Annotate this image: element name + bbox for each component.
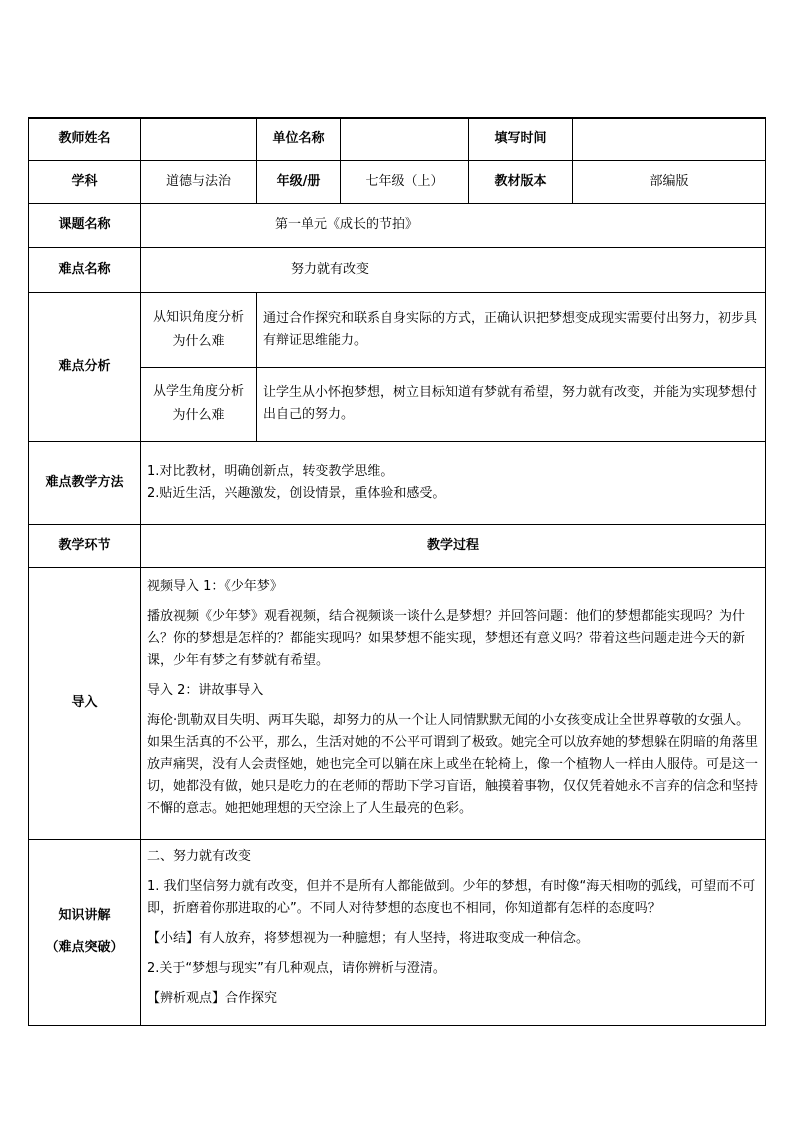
knowledge-explore: 【辨析观点】合作探究 <box>147 990 278 1006</box>
knowledge-sublabel: （难点突破） <box>45 940 124 955</box>
intro-story-text: 海伦·凯勒双目失明、两耳失聪，却努力的从一个让人同情默默无闻的小女孩变成让全世界尊敬的女强人。如果生活真的不公平，那么，生活对她的不公平可谓到了极致。她完全可以放弃她的梦想躲在阴暗的角落里放声痛哭，没有人会责怪她，她也完全可以躺在床上或坐在轮椅上，像一个植物人一样由人服侍。可是这一切，她都没有做，她只是吃力的在老师的帮助下学习盲语，触摸着事物，仅仅凭着她永不言弃的信念和坚持不懈的意志。她把她理想的天空涂上了人生最亮的色彩。 <box>147 712 759 816</box>
difficulty-text: 努力就有改变 <box>291 261 370 277</box>
knowledge-para-2: 2.关于“梦想与现实”有几种观点，请你辨析与澄清。 <box>147 960 446 976</box>
analysis-label: 难点分析 <box>29 292 141 441</box>
intro-content <box>141 567 766 839</box>
intro-video-text: 播放视频《少年梦》观看视频，结合视频谈一谈什么是梦想？并回答问题：他们的梦想都能实现吗？为什么？你的梦想是怎样的？都能实现吗？如果梦想不能实现，梦想还有意义吗？带着这些问题走进今天的新课，少年有梦之有梦就有希望。 <box>147 608 746 668</box>
topic-label: 课题名称 <box>29 203 141 247</box>
teacher-name-value <box>141 118 257 160</box>
knowledge-row <box>29 839 766 1025</box>
knowledge-para-1: 1. 我们坚信努力就有改变，但并不是所有人都能做到。少年的梦想，有时像“海天相吻的弧线，可望而不可即，折磨着你那进取的心”。不同人对待梦想的态度也不相同，你知道都有怎样的态度吗？ <box>147 878 756 916</box>
knowledge-angle-text: 通过合作探究和联系自身实际的方式，正确认识把梦想变成现实需要付出努力，初步具有辩证思维能力。 <box>257 292 766 367</box>
method-content <box>141 441 766 524</box>
knowledge-angle-label <box>141 292 257 367</box>
knowledge-angle-label-text: 从知识角度分析为什么难 <box>152 309 244 349</box>
topic-text: 第一单元《成长的节拍》 <box>275 217 419 232</box>
intro-label: 导入 <box>29 567 141 839</box>
header-row-1 <box>29 118 766 160</box>
analysis-row-knowledge <box>29 292 766 367</box>
stage-label: 教学环节 <box>29 524 141 567</box>
fill-date-label: 填写时间 <box>469 118 573 160</box>
method-line-2: 2.贴近生活，兴趣激发，创设情景，重体验和感受。 <box>147 485 446 501</box>
student-angle-text: 让学生从小怀抱梦想，树立目标知道有梦就有希望，努力就有改变，并能为实现梦想付出自己的努力。 <box>257 367 766 441</box>
unit-name-value <box>341 118 469 160</box>
lesson-plan-table <box>28 117 766 1026</box>
fill-date-value <box>573 118 766 160</box>
method-label: 难点教学方法 <box>29 441 141 524</box>
intro-story-title: 导入 2：讲故事导入 <box>147 682 264 698</box>
subject-value: 道德与法治 <box>141 160 257 203</box>
subject-label: 学科 <box>29 160 141 203</box>
knowledge-label: 知识讲解 <box>58 908 111 923</box>
topic-value <box>141 203 766 247</box>
knowledge-label-cell <box>29 839 141 1025</box>
difficulty-row <box>29 247 766 292</box>
process-header-row <box>29 524 766 567</box>
knowledge-summary: 【小结】有人放弃，将梦想视为一种臆想；有人坚持，将进取变成一种信念。 <box>147 930 590 946</box>
method-line-1: 1.对比教材，明确创新点，转变教学思维。 <box>147 463 394 479</box>
difficulty-value <box>141 247 766 292</box>
method-row <box>29 441 766 524</box>
grade-value: 七年级（上） <box>341 160 469 203</box>
unit-name-label: 单位名称 <box>257 118 341 160</box>
edition-label: 教材版本 <box>469 160 573 203</box>
lesson-plan-sheet <box>28 117 765 1026</box>
grade-label: 年级/册 <box>257 160 341 203</box>
teacher-name-label: 教师姓名 <box>29 118 141 160</box>
student-angle-label <box>141 367 257 441</box>
intro-row <box>29 567 766 839</box>
difficulty-label: 难点名称 <box>29 247 141 292</box>
process-label: 教学过程 <box>141 524 766 567</box>
student-angle-label-text: 从学生角度分析为什么难 <box>152 384 244 423</box>
header-row-2 <box>29 160 766 203</box>
knowledge-content <box>141 839 766 1025</box>
intro-video-title: 视频导入 1：《少年梦》 <box>147 578 283 594</box>
edition-value: 部编版 <box>573 160 766 203</box>
knowledge-heading: 二、努力就有改变 <box>147 848 252 864</box>
topic-row <box>29 203 766 247</box>
